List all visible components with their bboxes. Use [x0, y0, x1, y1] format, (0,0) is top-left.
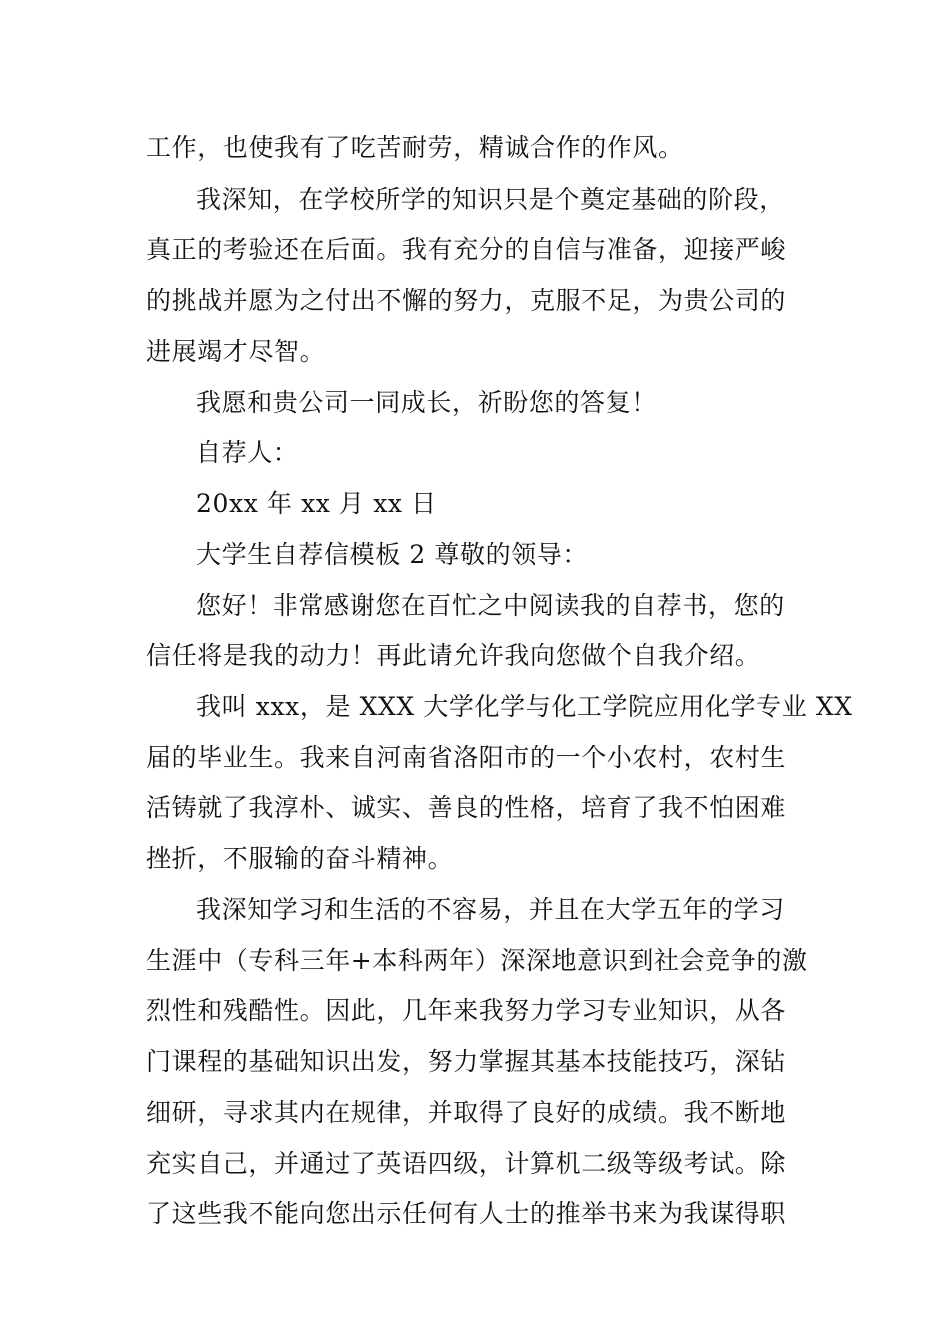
- text-line: 活铸就了我淳朴、诚实、善良的性格，培育了我不怕困难: [146, 793, 787, 822]
- text-line: 生涯中（专科三年+本科两年）深深地意识到社会竞争的激: [146, 946, 808, 975]
- text-line: 我叫 xxx，是 XXX 大学化学与化工学院应用化学专业 XX: [196, 692, 853, 721]
- signature-label: 自荐人：: [196, 438, 299, 467]
- text-line: 工作，也使我有了吃苦耐劳，精诚合作的作风。: [146, 133, 684, 162]
- text-line: 您好！非常感谢您在百忙之中阅读我的自荐书，您的: [196, 591, 785, 620]
- date-line: 20xx 年 xx 月 xx 日: [196, 489, 437, 518]
- text-line: 我深知学习和生活的不容易，并且在大学五年的学习: [196, 895, 785, 924]
- text-line: 我愿和贵公司一同成长，祈盼您的答复！: [196, 388, 657, 417]
- text-line: 充实自己，并通过了英语四级，计算机二级等级考试。除: [146, 1149, 787, 1178]
- text-line: 烈性和残酷性。因此，几年来我努力学习专业知识，从各: [146, 996, 787, 1025]
- text-line: 了这些我不能向您出示任何有人士的推举书来为我谋得职: [146, 1199, 787, 1228]
- text-line: 我深知，在学校所学的知识只是个奠定基础的阶段，: [196, 185, 785, 214]
- text-line: 届的毕业生。我来自河南省洛阳市的一个小农村，农村生: [146, 743, 787, 772]
- text-line: 细研，寻求其内在规律，并取得了良好的成绩。我不断地: [146, 1098, 787, 1127]
- text-line: 门课程的基础知识出发，努力掌握其基本技能技巧，深钻: [146, 1047, 787, 1076]
- text-line: 进展竭才尽智。: [146, 337, 326, 366]
- section-heading: 大学生自荐信模板 2 尊敬的领导：: [196, 540, 589, 569]
- text-line: 信任将是我的动力！再此请允许我向您做个自我介绍。: [146, 641, 761, 670]
- text-line: 真正的考验还在后面。我有充分的自信与准备，迎接严峻: [146, 235, 787, 264]
- text-line: 的挑战并愿为之付出不懈的努力，克服不足，为贵公司的: [146, 286, 787, 315]
- text-line: 挫折，不服输的奋斗精神。: [146, 844, 454, 873]
